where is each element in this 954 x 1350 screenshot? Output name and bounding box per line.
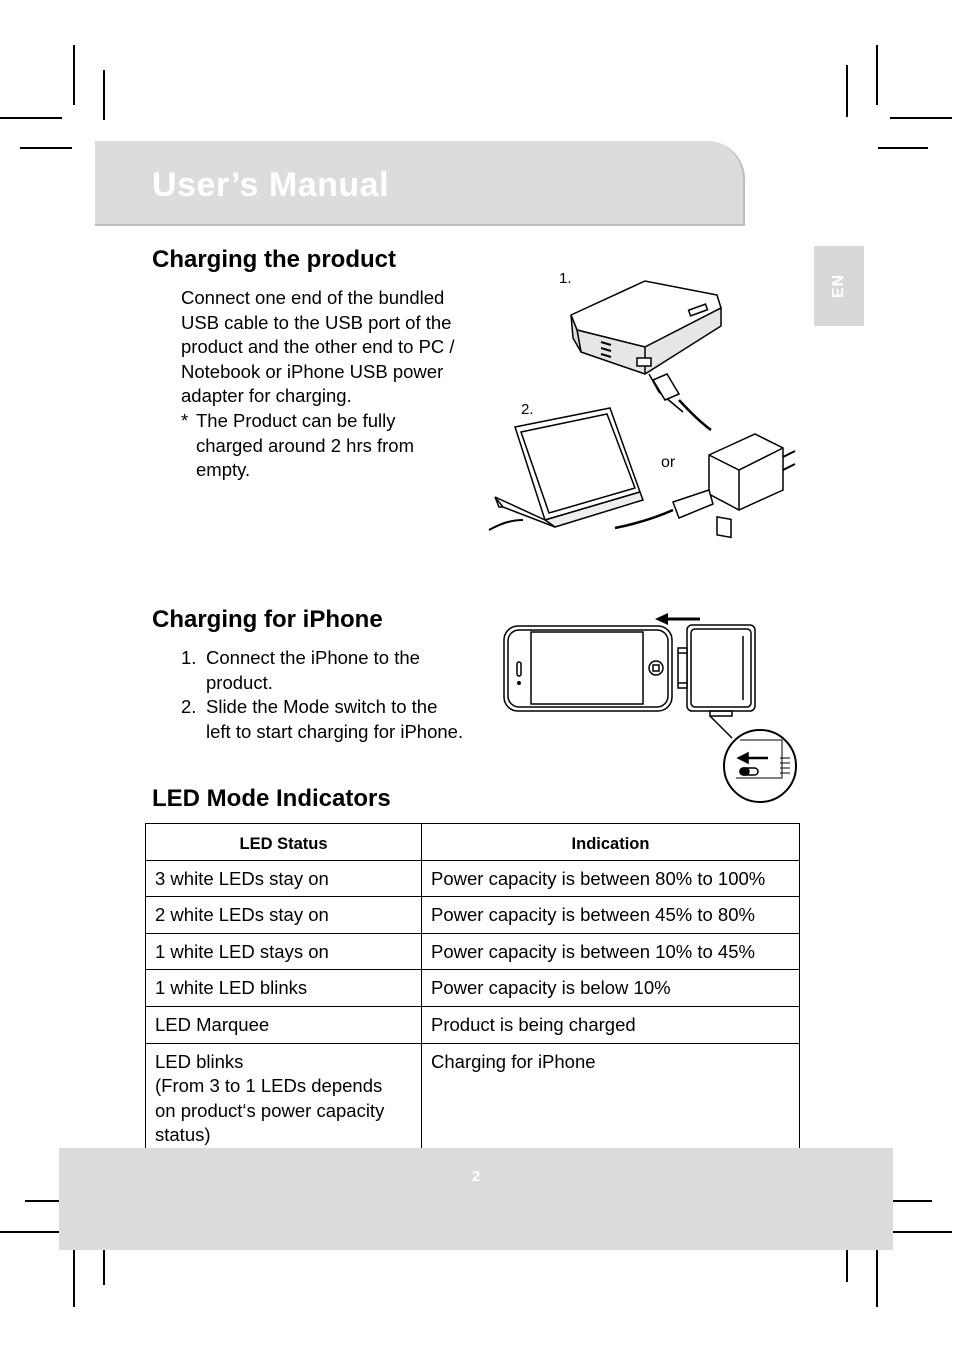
note: [181, 409, 455, 483]
text-line: product and the other end to PC /: [181, 336, 455, 358]
table-row: [146, 1006, 800, 1043]
led-status-cell: LED Marquee: [146, 1006, 422, 1043]
list-item: [181, 695, 463, 744]
text-line: adapter for charging.: [181, 385, 352, 407]
step2-label: 2.: [521, 401, 534, 418]
zoom-callout-icon: [710, 716, 796, 802]
charging-illustration: [485, 262, 815, 542]
table-header-row: [146, 824, 800, 861]
column-header-indication: Indication: [422, 824, 800, 861]
iphone-charging-illustration: [500, 608, 805, 808]
language-tab: [814, 246, 864, 326]
indication-cell: Charging for iPhone: [422, 1043, 800, 1153]
iphone-icon: [504, 626, 672, 711]
or-label: or: [661, 454, 676, 471]
text-line: left to start charging for iPhone.: [206, 720, 464, 742]
text-line: USB cable to the USB port of the: [181, 311, 452, 333]
indication-cell: Power capacity is between 10% to 45%: [422, 933, 800, 970]
text-line: status): [155, 1124, 211, 1146]
heading-led-mode: LED Mode Indicators: [152, 785, 391, 812]
usb-power-adapter-icon: [709, 434, 795, 537]
text-line: (From 3 to 1 LEDs depends: [155, 1075, 383, 1097]
charging-iphone-steps: [181, 646, 463, 744]
led-indicator-table: [145, 823, 800, 1154]
text-line: empty.: [196, 459, 251, 481]
heading-charging-product: Charging the product: [152, 246, 396, 273]
text-line: Connect the iPhone to the: [206, 647, 420, 668]
text-line: on product‘s power capacity: [155, 1099, 385, 1121]
column-header-led-status: LED Status: [146, 824, 422, 861]
usb-cable-icon: [649, 374, 711, 430]
page-number: 2: [471, 1168, 481, 1185]
step1-label: 1.: [559, 270, 572, 287]
text-line: charged around 2 hrs from: [196, 434, 415, 456]
arrow-left-icon: [655, 613, 700, 625]
text-line: Connect one end of the bundled: [181, 287, 445, 308]
language-tab-label: EN: [830, 273, 847, 299]
step-number: 2.: [181, 696, 197, 718]
table-row: [146, 860, 800, 897]
text-line: Slide the Mode switch to the: [206, 696, 438, 718]
table-row: [146, 933, 800, 970]
indication-cell: Product is being charged: [422, 1006, 800, 1043]
power-bank-icon: [571, 281, 721, 374]
heading-charging-iphone: Charging for iPhone: [152, 606, 383, 633]
indication-cell: Power capacity is between 80% to 100%: [422, 860, 800, 897]
text-line: The Product can be fully: [196, 409, 396, 431]
text-line: Notebook or iPhone USB power: [181, 360, 444, 382]
note-marker: *: [181, 409, 189, 431]
table-row: [146, 897, 800, 934]
indication-cell: Power capacity is below 10%: [422, 970, 800, 1007]
text-line: product.: [206, 671, 273, 693]
power-bank-icon: [678, 625, 755, 716]
footer-band: [59, 1148, 893, 1250]
notebook-icon: [489, 408, 643, 530]
indication-cell: Power capacity is between 45% to 80%: [422, 897, 800, 934]
led-status-cell: [146, 1043, 422, 1153]
text-line: LED blinks: [155, 1050, 244, 1072]
step-number: 1.: [181, 647, 197, 668]
led-status-cell: 1 white LED blinks: [146, 970, 422, 1007]
led-status-cell: 1 white LED stays on: [146, 933, 422, 970]
list-item: [181, 646, 463, 695]
page-title: User’s Manual: [152, 166, 390, 204]
table-row: [146, 970, 800, 1007]
charging-product-text: [181, 286, 455, 483]
led-status-cell: 2 white LEDs stay on: [146, 897, 422, 934]
led-status-cell: 3 white LEDs stay on: [146, 860, 422, 897]
table-row: [146, 1043, 800, 1153]
